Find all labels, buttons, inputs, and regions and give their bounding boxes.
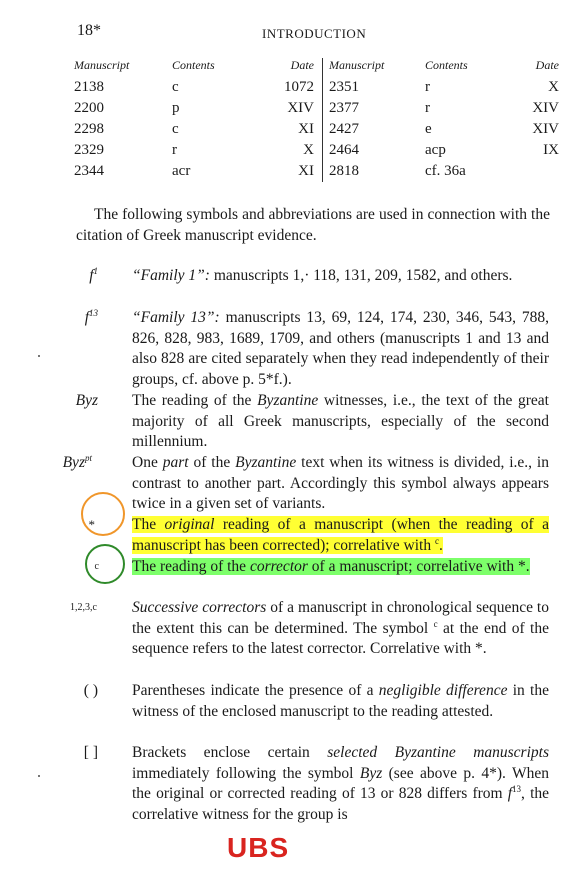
- page-number: 18*: [77, 22, 101, 39]
- entry-text-run: The: [132, 516, 165, 533]
- entry-symbol-text: *: [88, 517, 95, 532]
- entry-symbol: [47, 598, 97, 619]
- entry-text-run: corrector: [249, 558, 308, 575]
- table-cell: X: [303, 142, 314, 158]
- col-header: Date: [535, 58, 559, 72]
- entry-text-run: f: [507, 785, 513, 802]
- ubs-watermark: UBS: [227, 832, 290, 863]
- table-row: [74, 161, 559, 182]
- entry-symbol-text: f: [89, 267, 94, 284]
- entry-text-run: .: [438, 536, 443, 554]
- table-cell: 2200: [74, 100, 104, 116]
- table-cell: r: [172, 142, 177, 158]
- table-row: [74, 98, 559, 119]
- entry-description: [132, 598, 549, 660]
- entry-description: [132, 557, 549, 578]
- entry-symbol-sup: 1: [93, 265, 98, 276]
- entry-symbol: [48, 391, 98, 412]
- entry-text-run: The reading of the: [132, 392, 258, 409]
- table-cell: cf. 36a: [425, 163, 466, 179]
- entry-text-run: (see above p. 4*). When the original or corrected reading of 13 or 828 differs from: [132, 764, 549, 802]
- entry-text-run: reading of a manuscript (when the reading of a manuscript has been corrected); correlative with: [132, 516, 549, 554]
- table-cell: 2818: [323, 161, 426, 182]
- col-header: Manuscript: [74, 58, 130, 72]
- entry-text-run: One: [132, 454, 163, 471]
- green-circle-annotation: [85, 544, 125, 584]
- entry-description: [132, 453, 549, 515]
- table-cell: r: [425, 79, 430, 95]
- entry-description: [132, 743, 549, 825]
- page-title: INTRODUCTION: [262, 26, 367, 41]
- entry-text: [132, 267, 512, 284]
- entry-symbol-text: [ ]: [83, 744, 98, 761]
- entry-text-run: selected Byzantine manuscripts: [327, 744, 549, 761]
- entry-text-run: of the: [188, 454, 236, 471]
- table-cell: [513, 161, 559, 182]
- entry-symbol: [48, 743, 98, 764]
- entry-text: [132, 392, 549, 450]
- table-cell: XI: [298, 121, 314, 137]
- table-cell: 2427: [323, 119, 426, 140]
- entry-symbol-text: 1,2,3,c: [70, 602, 97, 613]
- entry-text-run: immediately following the symbol: [132, 764, 360, 782]
- table-header-row: [74, 58, 559, 77]
- orange-circle-annotation: [81, 492, 125, 536]
- highlighted-text: [132, 558, 530, 575]
- table-cell: XIV: [532, 121, 559, 137]
- table-cell: XIV: [287, 100, 314, 116]
- table-cell: c: [172, 121, 179, 137]
- highlighted-text: [132, 516, 549, 554]
- entry-text-run: part: [162, 454, 189, 471]
- entry-description: [132, 266, 549, 287]
- entry-text-run: “Family 1”:: [132, 267, 210, 284]
- table-cell: XIV: [532, 100, 559, 116]
- entry-description: [132, 308, 549, 390]
- table-cell: 2344: [74, 163, 104, 179]
- col-header: Contents: [172, 58, 215, 72]
- entry-text-run: original: [164, 516, 215, 533]
- entry-symbol-text: Byz: [62, 454, 85, 471]
- entry-text-run: 13: [512, 783, 522, 794]
- entry-text-run: The reading of the: [132, 558, 250, 575]
- table-cell: 2138: [74, 79, 104, 95]
- entry-text-run: c: [433, 618, 438, 629]
- entry-text: [132, 682, 549, 720]
- entry-text-run: c: [434, 535, 439, 546]
- entry-text-run: manuscripts 13, 69, 124, 174, 230, 346, 543, 788, 826, 828, 983, 1689, 1709, and others (manuscripts 1 and 13 and also 828 are cited separately when they read independently of their groups, cf. above p. 5*f.).: [132, 309, 549, 388]
- entry-text-run: of a manuscript; correlative with *.: [307, 558, 530, 575]
- margin-dot: [38, 355, 40, 357]
- table-cell: 2351: [323, 77, 426, 98]
- table-cell: acr: [172, 163, 191, 179]
- entry-text: [132, 309, 549, 388]
- entry-text-run: of a manuscript in chronological sequence to the extent this can be determined. The symbol: [132, 599, 549, 637]
- col-header: Contents: [425, 58, 468, 72]
- entry-description: [132, 681, 549, 722]
- entry-text-run: in the witness of the enclosed manuscript to the reading attested.: [132, 682, 549, 720]
- entry-text-run: text when its witness is divided, i.e., in contrast to another part. Accordingly this symbol always appears twice in a given set of variants.: [132, 454, 549, 512]
- table-cell: r: [425, 100, 430, 116]
- table-cell: e: [425, 121, 432, 137]
- entry-symbol: [48, 308, 98, 329]
- entry-text-run: Byz: [359, 764, 383, 782]
- entry-text-run: witnesses, i.e., the text of the great majority of all Greek manuscripts, especially of the second millennium.: [132, 392, 549, 450]
- entry-symbol-text: ( ): [83, 682, 98, 699]
- entry-symbol: [42, 453, 92, 474]
- entry-text-run: Successive correctors: [132, 599, 267, 616]
- table-cell: IX: [543, 142, 559, 158]
- entry-symbol-text: c: [94, 561, 99, 572]
- table-row: [74, 140, 559, 161]
- entry-text-run: negligible difference: [378, 682, 508, 699]
- entry-text-run: Byzantine: [235, 454, 297, 471]
- table-cell: 2329: [74, 142, 104, 158]
- entry-text: [132, 599, 549, 657]
- entry-symbol-sup: pt: [84, 452, 92, 463]
- entry-text-run: Byzantine: [257, 392, 319, 409]
- entry-symbol-text: Byz: [75, 392, 98, 409]
- entry-symbol: [48, 266, 98, 287]
- table-cell: 2377: [323, 98, 426, 119]
- entry-text-run: manuscripts 1,· 118, 131, 209, 1582, and others.: [209, 267, 513, 284]
- entry-description: [132, 515, 549, 556]
- table-cell: XI: [298, 163, 314, 179]
- entry-text-run: , the correlative witness for the group is: [132, 785, 550, 823]
- table-cell: acp: [425, 142, 446, 158]
- table-cell: p: [172, 100, 180, 116]
- entry-symbol-sup: 13: [89, 307, 98, 318]
- table-row: [74, 77, 559, 98]
- entry-symbol: [48, 681, 98, 702]
- entry-text-run: at the end of the sequence refers to the latest corrector. Correlative with *.: [132, 619, 549, 657]
- table-cell: c: [172, 79, 179, 95]
- col-header: Manuscript: [323, 58, 426, 77]
- table-cell: 1072: [284, 79, 314, 95]
- intro-paragraph: The following symbols and abbreviations are used in connection with the citation of Greek manuscript evidence.: [76, 206, 550, 244]
- entry-text-run: Brackets enclose certain: [132, 744, 328, 761]
- entry-text-run: “Family 13”:: [132, 309, 220, 326]
- entry-text: [132, 744, 549, 823]
- table-cell: 2464: [323, 140, 426, 161]
- manuscript-table: [74, 58, 559, 182]
- table-cell: 2298: [74, 121, 104, 137]
- entry-symbol-text: f: [84, 309, 89, 326]
- entry-description: [132, 391, 549, 453]
- entry-text-run: Parentheses indicate the presence of a: [132, 682, 379, 699]
- table-cell: X: [548, 79, 559, 95]
- col-header: Date: [290, 58, 314, 72]
- entry-text: [132, 454, 549, 512]
- table-row: [74, 119, 559, 140]
- margin-dot: [38, 775, 40, 777]
